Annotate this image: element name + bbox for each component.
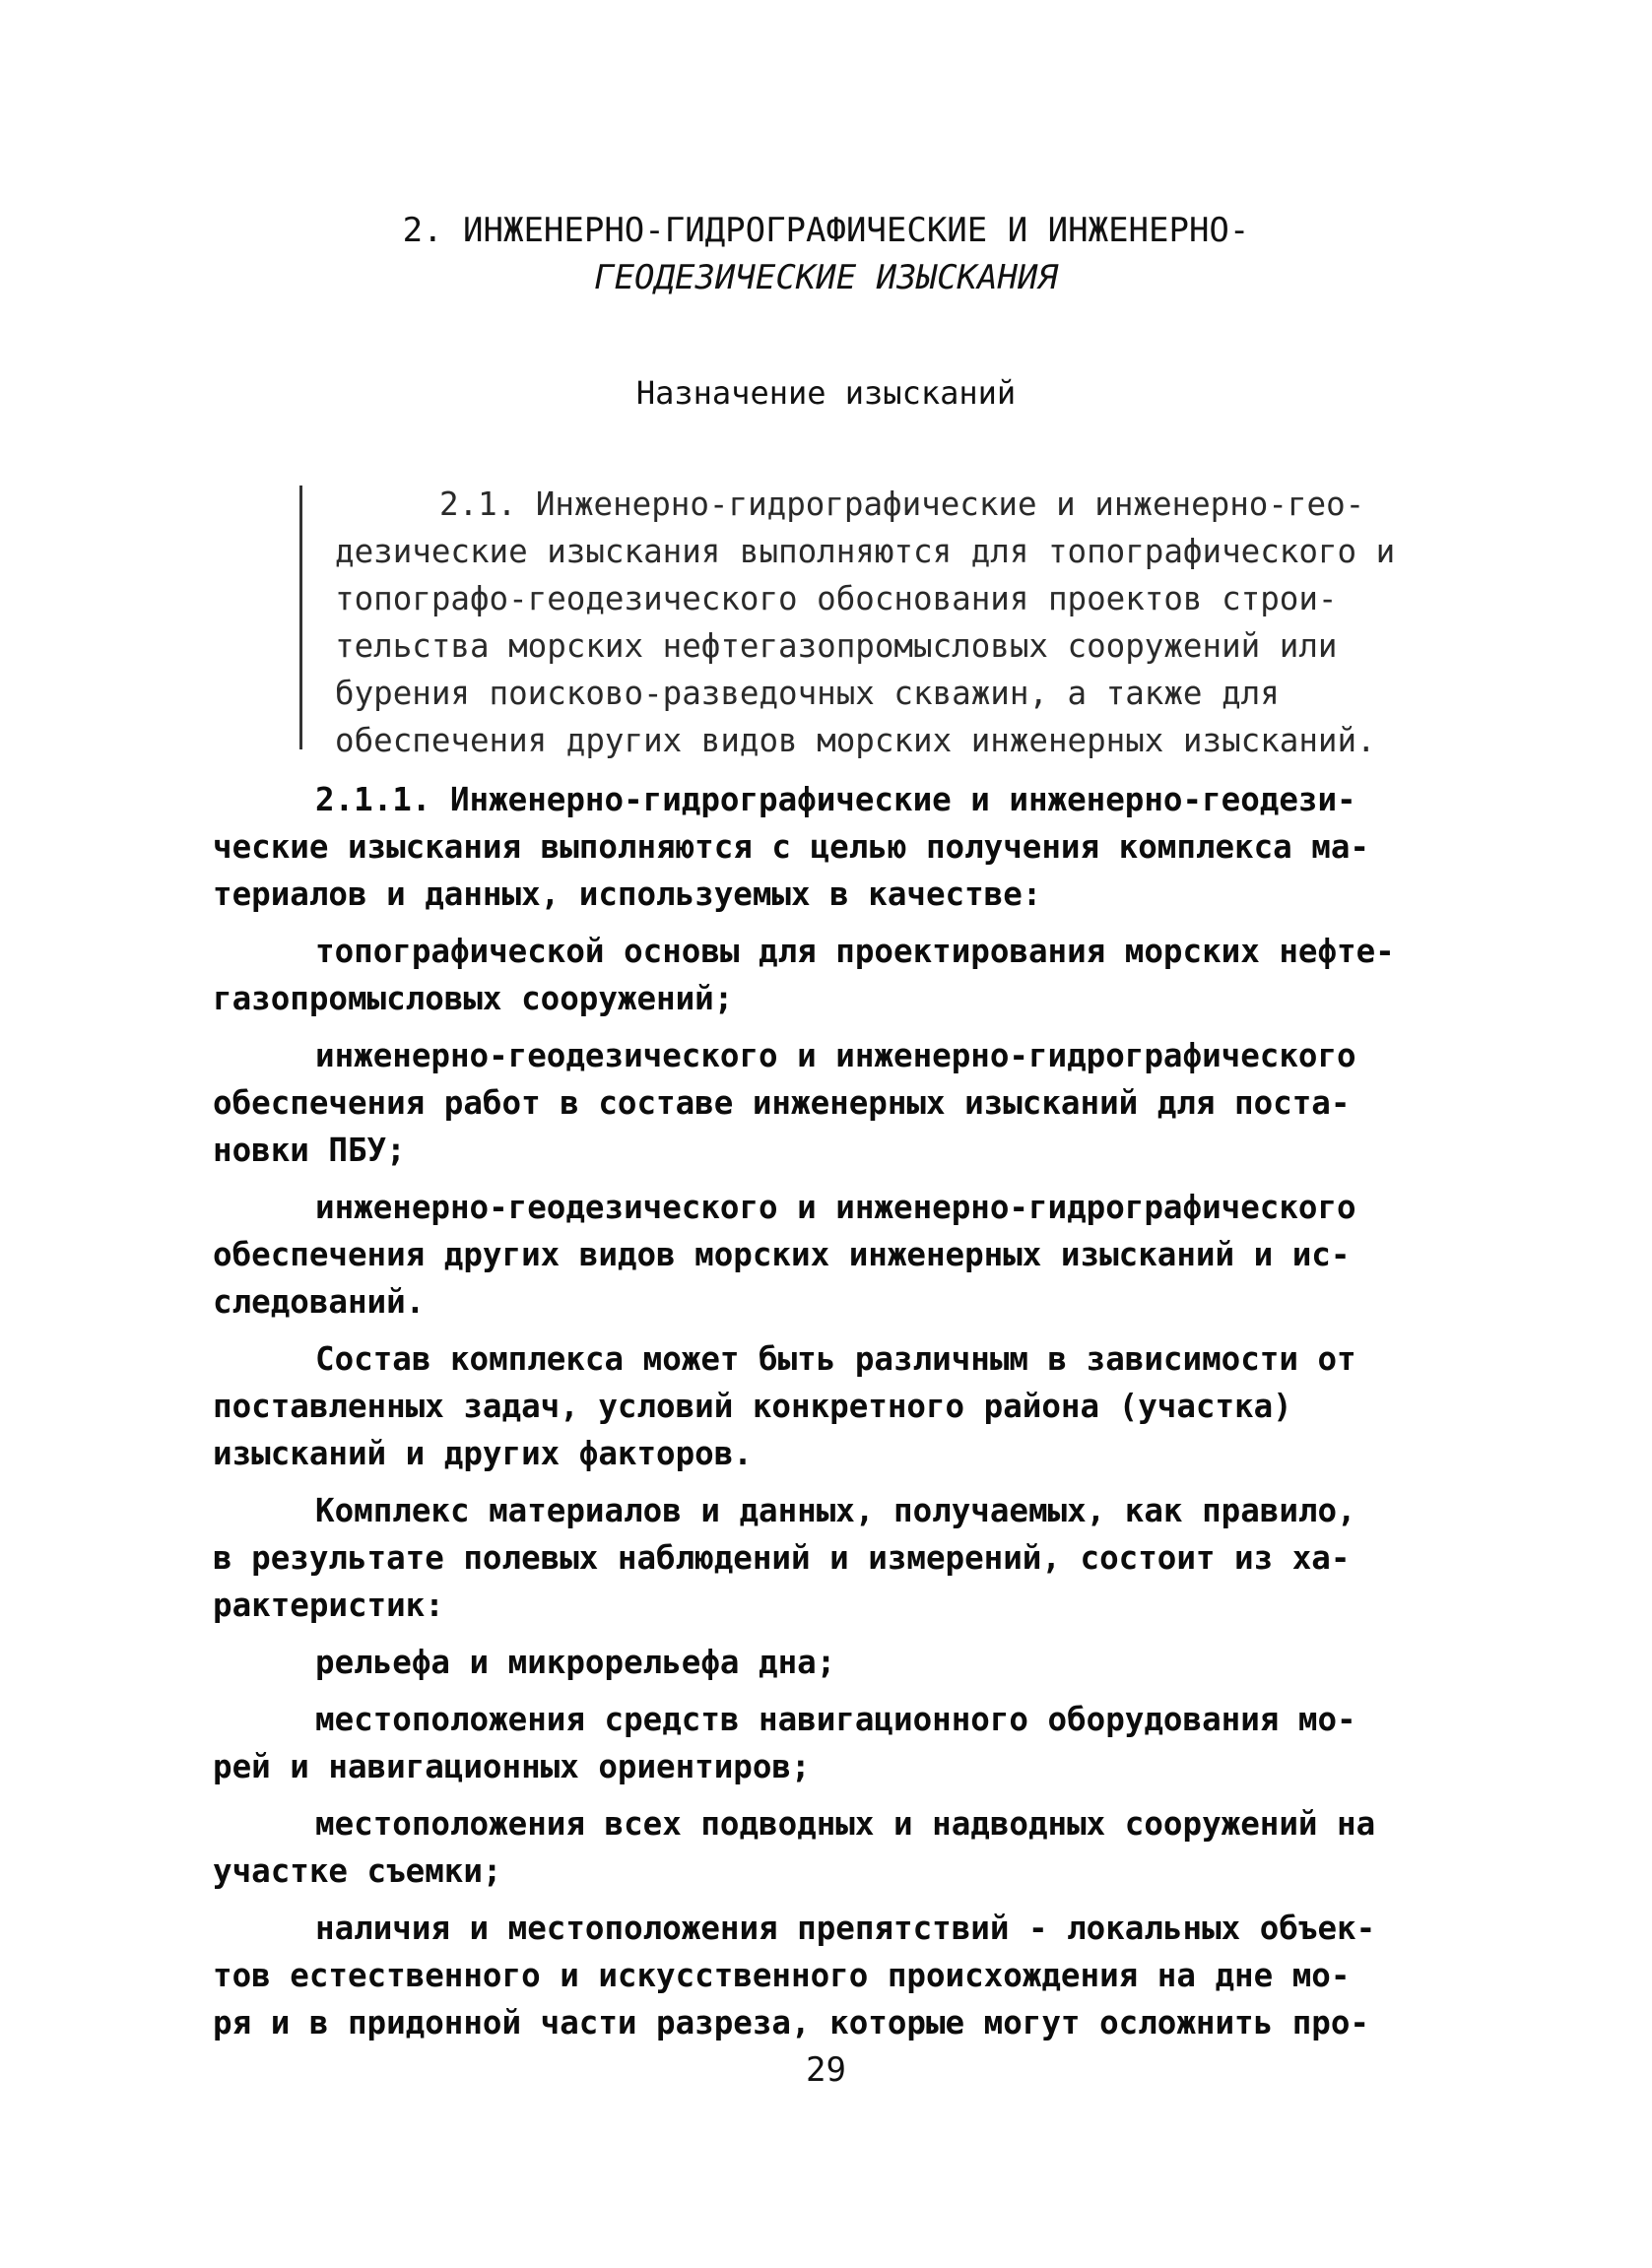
body-line: 2.1.1. Инженерно-гидрографические и инженерно-геодези- bbox=[315, 781, 1356, 818]
paragraph-2-1-line: топографо-геодезического обоснования проектов строи- bbox=[335, 580, 1338, 617]
paragraph-2-1-line: обеспечения других видов морских инженерных изысканий. bbox=[335, 722, 1376, 759]
body-line: рактеристик: bbox=[213, 1587, 444, 1624]
body-line: инженерно-геодезического и инженерно-гидрографического bbox=[315, 1037, 1356, 1074]
body-line: местоположения всех подводных и надводных сооружений на bbox=[315, 1805, 1376, 1843]
body-line: в результате полевых наблюдений и измерений, состоит из ха- bbox=[213, 1539, 1351, 1577]
page-number: 29 bbox=[806, 2050, 846, 2090]
body-line: рей и навигационных ориентиров; bbox=[213, 1748, 811, 1785]
paragraph-2-1-line: 2.1. Инженерно-гидрографические и инженерно-гео- bbox=[439, 486, 1365, 523]
section-title: Назначение изысканий bbox=[635, 374, 1017, 412]
body-line: наличия и местоположения препятствий - локальных объек- bbox=[315, 1910, 1376, 1947]
body-line: топографической основы для проектирования морских нефте- bbox=[315, 933, 1395, 970]
body-line: инженерно-геодезического и инженерно-гидрографического bbox=[315, 1189, 1356, 1226]
body-line: участке съемки; bbox=[213, 1852, 502, 1890]
chapter-heading-line-2: ГЕОДЕЗИЧЕСКИЕ ИЗЫСКАНИЯ bbox=[594, 258, 1058, 297]
chapter-heading-line-1: 2. ИНЖЕНЕРНО-ГИДРОГРАФИЧЕСКИЕ И ИНЖЕНЕРНО- bbox=[402, 211, 1250, 250]
paragraph-2-1-line: тельства морских нефтегазопромысловых сооружений или bbox=[335, 627, 1338, 665]
body-line: Комплекс материалов и данных, получаемых, как правило, bbox=[315, 1492, 1356, 1529]
body-line: изысканий и других факторов. bbox=[213, 1435, 753, 1472]
body-line: новки ПБУ; bbox=[213, 1132, 406, 1169]
body-line: териалов и данных, используемых в качестве: bbox=[213, 875, 1042, 913]
body-line: тов естественного и искусственного происхождения на дне мо- bbox=[213, 1957, 1351, 1994]
body-line: местоположения средств навигационного оборудования мо- bbox=[315, 1701, 1356, 1738]
body-line: Состав комплекса может быть различным в зависимости от bbox=[315, 1340, 1356, 1378]
paragraph-2-1-line: дезические изыскания выполняются для топографического и bbox=[335, 533, 1396, 570]
body-line: поставленных задач, условий конкретного района (участка) bbox=[213, 1388, 1292, 1425]
body-line: ческие изыскания выполняются с целью получения комплекса ма- bbox=[213, 828, 1369, 866]
body-line: обеспечения других видов морских инженерных изысканий и ис- bbox=[213, 1236, 1351, 1273]
body-line: рельефа и микрорельефа дна; bbox=[315, 1644, 836, 1681]
body-line: ря и в придонной части разреза, которые могут осложнить про- bbox=[213, 2004, 1369, 2041]
body-line: газопромысловых сооружений; bbox=[213, 980, 734, 1017]
body-line: следований. bbox=[213, 1283, 426, 1321]
margin-change-bar bbox=[299, 486, 302, 749]
paragraph-2-1-line: бурения поисково-разведочных скважин, а также для bbox=[335, 675, 1280, 712]
body-line: обеспечения работ в составе инженерных изысканий для поста- bbox=[213, 1084, 1351, 1122]
